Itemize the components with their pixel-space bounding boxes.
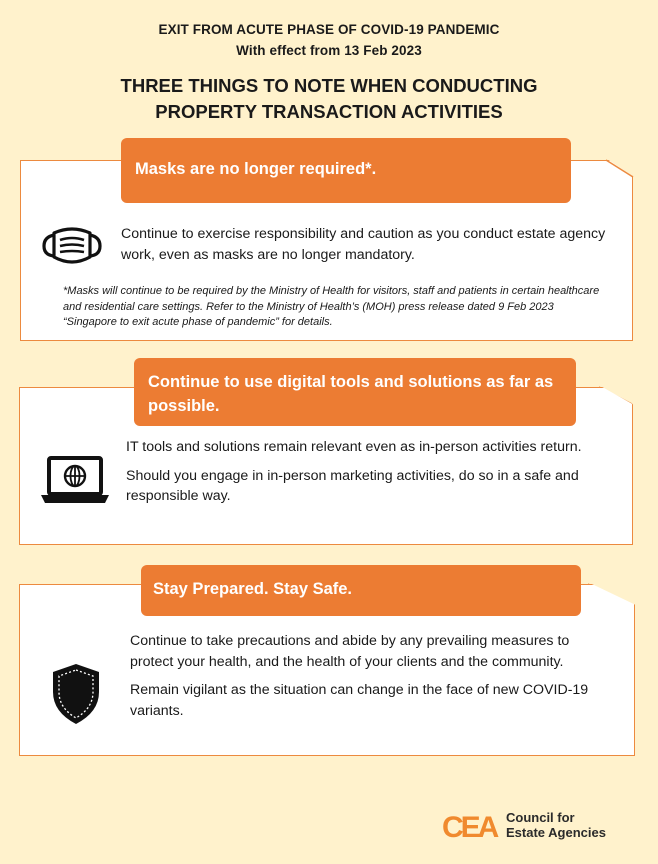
section-body-prepared bbox=[130, 631, 616, 729]
laptop-globe-icon bbox=[39, 455, 111, 505]
header-line-2: With effect from 13 Feb 2023 bbox=[236, 43, 422, 58]
section-heading-digital: Continue to use digital tools and solutions as far as possible. bbox=[134, 358, 576, 426]
logo-line-2: Estate Agencies bbox=[506, 825, 606, 840]
section-paragraph: Should you engage in in-person marketing activities, do so in a safe and responsible way. bbox=[126, 467, 579, 504]
mask-icon bbox=[40, 225, 104, 269]
section-body-masks bbox=[121, 224, 621, 273]
section-body-digital bbox=[126, 437, 612, 515]
logo-line-1: Council for bbox=[506, 810, 575, 825]
section-paragraph: Continue to take precautions and abide by any prevailing measures to protect your health, and the health of your clients and the community. bbox=[130, 633, 570, 670]
mask-footnote: *Masks will continue to be required by the Ministry of Health for visitors, staff and patients in certain healthcare and residential care settings. Refer to the Ministry of Health’s (MOH) press release dated 9 Feb 2023 “Singapore to exit acute phase of pandemic” for details. bbox=[63, 285, 600, 328]
section-paragraph: Continue to exercise responsibility and caution as you conduct estate agency work, even as masks are no longer mandatory. bbox=[121, 226, 606, 263]
header-line-1: EXIT FROM ACUTE PHASE OF COVID-19 PANDEMIC bbox=[158, 22, 500, 37]
cea-logo-mark-text: CEA bbox=[442, 811, 497, 843]
cea-logo-mark bbox=[442, 809, 504, 843]
page-title-line-1: THREE THINGS TO NOTE WHEN CONDUCTING bbox=[120, 75, 538, 96]
page-title-line-2: PROPERTY TRANSACTION ACTIVITIES bbox=[155, 101, 503, 122]
cea-logo bbox=[442, 809, 622, 845]
section-paragraph: IT tools and solutions remain relevant even as in-person activities return. bbox=[126, 439, 582, 455]
shield-icon bbox=[49, 662, 103, 726]
cea-logo-text bbox=[506, 810, 606, 840]
section-paragraph: Remain vigilant as the situation can change in the face of new COVID-19 variants. bbox=[130, 682, 589, 719]
section-heading-masks: Masks are no longer required*. bbox=[121, 138, 571, 203]
section-heading-prepared: Stay Prepared. Stay Safe. bbox=[141, 565, 581, 616]
